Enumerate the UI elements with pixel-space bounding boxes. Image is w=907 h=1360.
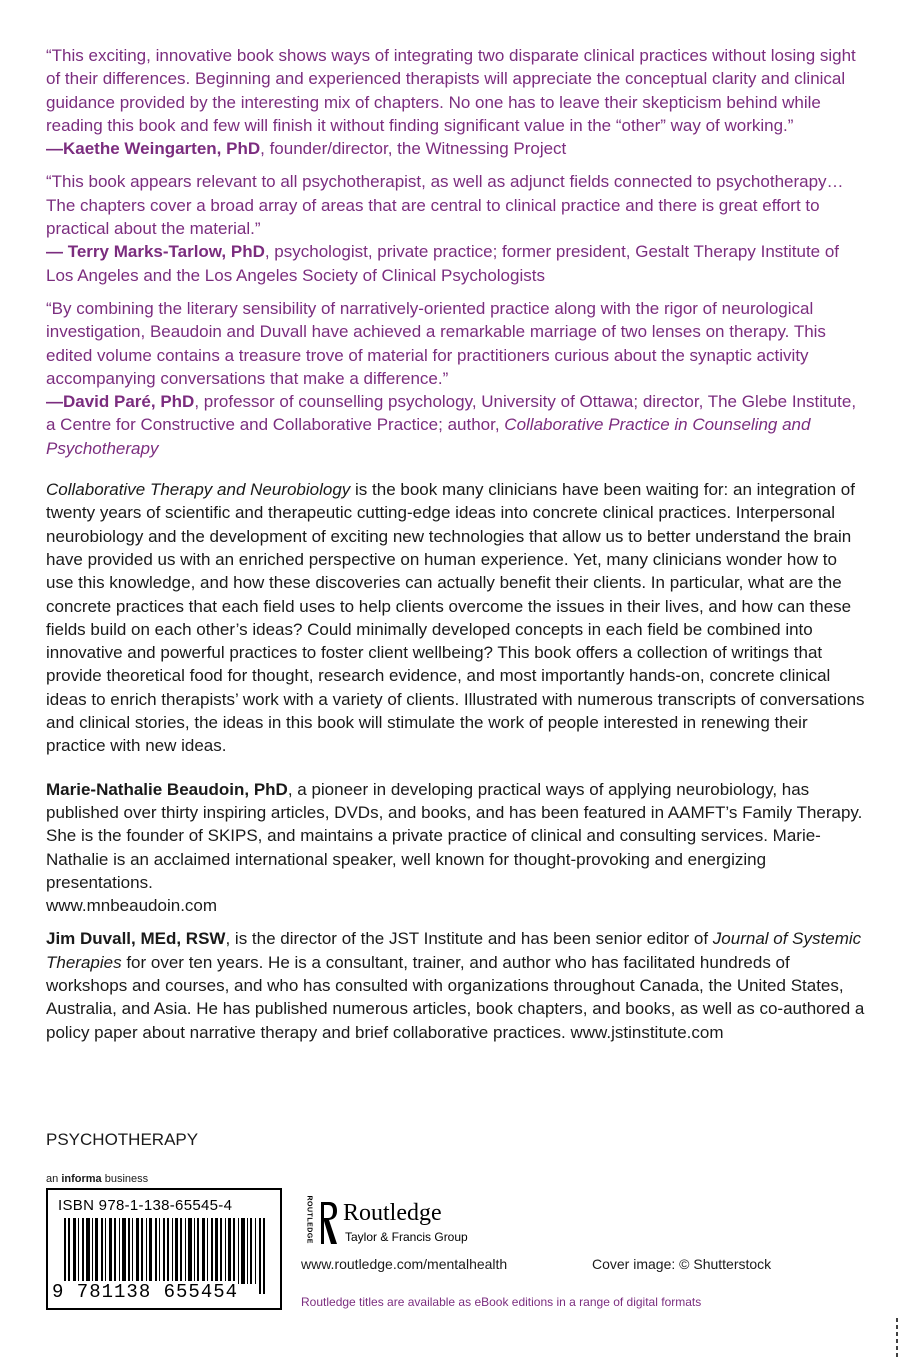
quote-author-role: , founder/director, the Witnessing Project (260, 139, 567, 159)
quote-text: “This exciting, innovative book shows ways of integrating two disparate clinical practices without losing sight of their differences. Beginning and experienced therapists will appreciate the conceptual clarity and clinical guidance provided by the interesting mix of chapters. No one has to leave their skepticism behind while reading this book and few will finish it without finding significant value in the “other” way of working.” (46, 46, 856, 135)
barcode-number (52, 1281, 238, 1303)
author-name: Marie-Nathalie Beaudoin, PhD (46, 779, 288, 799)
crop-mark (896, 1318, 898, 1360)
endorsement-quote (46, 170, 866, 286)
endorsement-quote (46, 44, 866, 160)
informa-suffix: business (104, 1173, 149, 1185)
book-title: Collaborative Therapy and Neurobiology (46, 480, 351, 500)
publisher-group: Taylor & Francis Group (345, 1230, 468, 1244)
publisher-url: www.routledge.com/mentalhealth (301, 1256, 508, 1272)
author-bio (46, 927, 866, 1043)
author-website: www.mnbeaudoin.com (46, 896, 218, 916)
routledge-r-icon (319, 1200, 339, 1246)
informa-prefix: an (46, 1173, 59, 1185)
isbn-barcode (46, 1188, 282, 1310)
journal-title: Journal of Systemic Therapies (46, 929, 862, 972)
quote-author: — Terry Marks-Tarlow, PhD (46, 242, 265, 262)
quote-author-book: Collaborative Practice in Counseling and Psychotherapy (46, 415, 811, 458)
cover-image-credit: Cover image: © Shutterstock (592, 1256, 772, 1272)
ebook-note: Routledge titles are available as eBook editions in a range of digital formats (301, 1295, 702, 1309)
back-cover-text (46, 44, 866, 1044)
quote-author: —Kaethe Weingarten, PhD (46, 139, 261, 159)
quote-author-role: , psychologist, private practice; former president, Gestalt Therapy Institute of Los Angeles and the Los Angeles Society of Clinical Psychologists (46, 242, 840, 285)
quote-text: “By combining the literary sensibility of narratively-oriented practice along with the rigor of neurological investigation, Beaudoin and Duvall have achieved a remarkable marriage of two lenses on therapy. This edited volume contains a treasure trove of material for practitioners curious about the synaptic activity accompanying conversations that make a difference.” (46, 298, 826, 388)
quote-attribution (46, 137, 866, 160)
endorsement-quote (46, 297, 866, 460)
quote-author: —David Paré, PhD (46, 392, 195, 412)
quote-text: “This book appears relevant to all psychotherapist, as well as adjunct fields connected to psychotherapy…The chapters cover a broad array of areas that are central to clinical practice and there is great effort to practical about the material.” (46, 172, 844, 239)
quote-author-role: , professor of counselling psychology, University of Ottawa; director, The Glebe Institute, a Centre for Constructive and Collaborative Practice; author, (46, 392, 857, 435)
author-bio-text: , a pioneer in developing practical ways of applying neurobiology, has published over thirty inspiring articles, DVDs, and books, and has been featured in AAMFT’s Family Therapy. She is the founder of SKIPS, and maintains a private practice of clinical and consulting services. Marie-Nathalie is an acclaimed international speaker, well known for thought-provoking and energizing presentations. (46, 779, 863, 892)
book-description (46, 478, 866, 758)
publisher-vertical-name: ROUTLEDGE (305, 1195, 313, 1244)
publisher-logo (301, 1195, 551, 1254)
informa-business-label (46, 1173, 148, 1185)
author-name: Jim Duvall, MEd, RSW (46, 929, 226, 949)
subject-category: PSYCHOTHERAPY (46, 1130, 199, 1149)
barcode-digits: 9 781138 655454 (52, 1281, 239, 1303)
publisher-name: Routledge (343, 1200, 442, 1226)
informa-brand: informa (61, 1173, 102, 1185)
author-bio-text: for over ten years. He is a consultant, trainer, and author who has facilitated hundreds of workshops and courses, and who has consulted with organizations throughout Canada, the United States, Australia, and Asia. He has published numerous articles, book chapters, and books, as well as co-authored a policy paper about narrative therapy and brief collaborative practices. (46, 952, 865, 1042)
quote-attribution (46, 240, 866, 287)
isbn-label: ISBN 978-1-138-65545-4 (58, 1197, 233, 1214)
author-bio (46, 778, 866, 918)
description-text: is the book many clinicians have been waiting for: an integration of twenty years of scientific and therapeutic cutting-edge ideas into concrete clinical practices. Interpersonal neurobiology and the development of exciting new technologies that allow us to better understand the brain have provided us with an enriched perspective on human experience. Yet, many clinicians wonder how to use this knowledge, and how these discoveries can actually benefit their clients. In particular, what are the concrete practices that each field uses to help clients overcome the issues in their lives, and how can these fields build on each other’s ideas? Could minimally developed concepts in each field be combined into innovative and powerful practices to foster client wellbeing? This book offers a collection of writings that provide theoretical food for thought, research evidence, and most importantly hands-on, concrete clinical ideas to enrich therapists’ work with a variety of clients. Illustrated with numerous transcripts of conversations and clinical stories, the ideas in this book will stimulate the work of people interested in renewing their practice with new ideas. (46, 480, 865, 756)
quote-attribution (46, 390, 866, 460)
author-website: www.jstinstitute.com (570, 1022, 724, 1042)
author-bio-text: , is the director of the JST Institute and has been senior editor of (225, 929, 713, 949)
